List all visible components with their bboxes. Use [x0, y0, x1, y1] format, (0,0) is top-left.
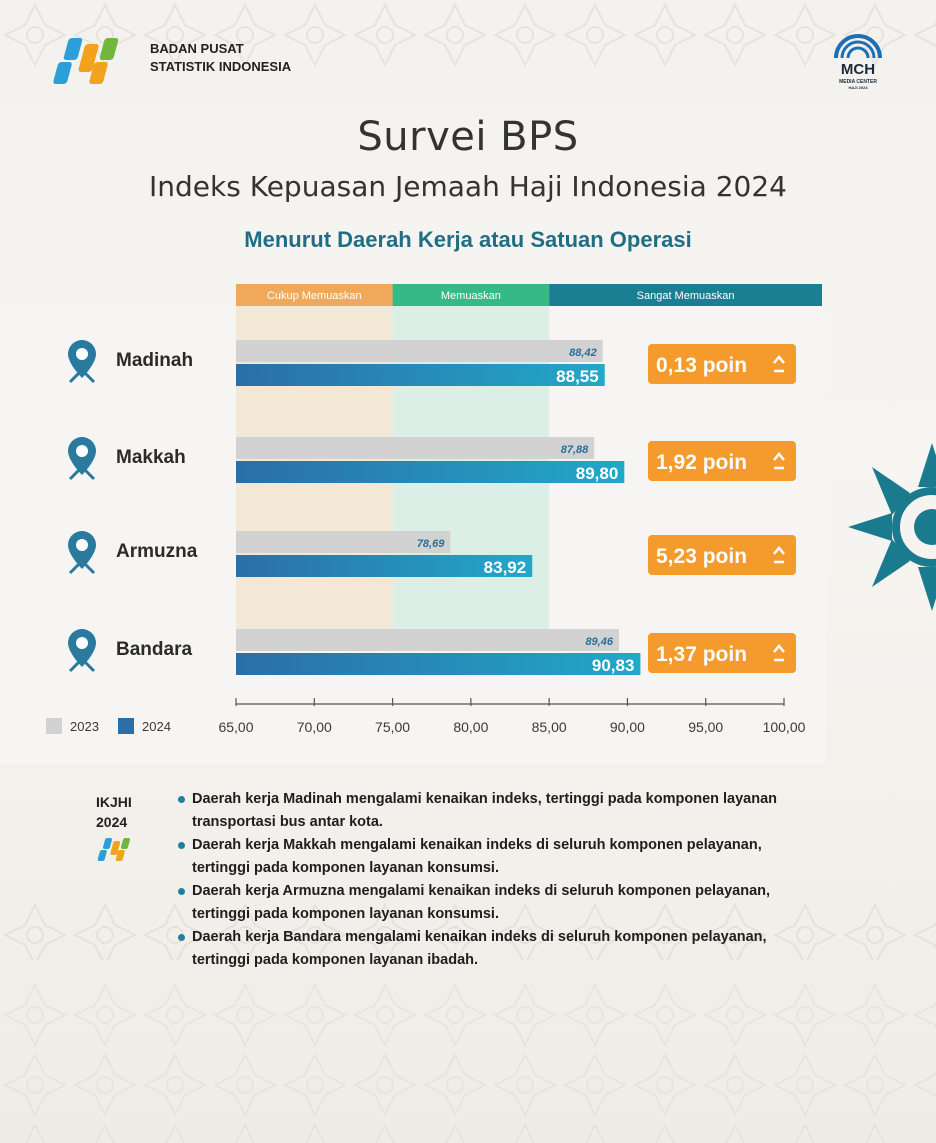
ornament-pattern-bottom	[0, 980, 936, 1143]
bar-2024-madinah	[236, 364, 605, 386]
bps-mini-logo-icon	[96, 836, 140, 864]
legend-swatch-2024	[118, 718, 134, 734]
page-subtitle-secondary: Menurut Daerah Kerja atau Satuan Operasi	[244, 227, 692, 252]
label-2023-bandara: 89,46	[585, 636, 613, 648]
change-value-bandara: 1,37 poin	[656, 643, 748, 666]
category-label-madinah: Madinah	[116, 350, 194, 371]
x-tick-label-4: 85,00	[531, 719, 567, 735]
summary-note-madinah: Daerah kerja Madinah mengalami kenaikan indeks, tertinggi pada komponen layanan transportasi bus antar kota.	[176, 788, 816, 834]
mch-logo-icon	[826, 28, 890, 94]
bar-2024-bandara	[236, 653, 640, 675]
x-tick-label-7: 100,00	[762, 719, 806, 735]
bar-2023-bandara	[236, 629, 619, 651]
label-2024-madinah: 88,55	[556, 367, 599, 386]
location-pin-icon	[68, 437, 96, 479]
page-subtitle: Indeks Kepuasan Jemaah Haji Indonesia 2024	[149, 170, 787, 203]
label-2023-makkah: 87,88	[560, 444, 589, 456]
zone-label-1: Memuaskan	[440, 290, 501, 302]
mch-logo-sub1: MEDIA CENTER	[839, 79, 877, 85]
mch-logo-text: MCH	[840, 61, 876, 78]
label-2024-armuzna: 83,92	[483, 558, 527, 577]
category-label-armuzna: Armuzna	[116, 541, 198, 562]
index-bar-chart	[0, 280, 936, 760]
org-name-line2: STATISTIK INDONESIA	[150, 59, 292, 74]
page-title: Survei BPS	[357, 114, 579, 160]
legend-label-2024: 2024	[142, 719, 171, 734]
bar-2023-madinah	[236, 340, 603, 362]
label-2023-madinah: 88,42	[569, 347, 597, 359]
change-value-makkah: 1,92 poin	[656, 451, 748, 474]
legend-label-2023: 2023	[70, 719, 99, 734]
summary-note-bandara: Daerah kerja Bandara mengalami kenaikan indeks di seluruh komponen pelayanan, tertinggi pada komponen layanan ibadah.	[176, 926, 816, 972]
label-2024-makkah: 89,80	[575, 464, 619, 483]
zone-label-2: Sangat Memuaskan	[636, 290, 735, 302]
x-tick-label-1: 70,00	[296, 719, 332, 735]
location-pin-icon	[68, 531, 96, 573]
bar-2024-makkah	[236, 461, 624, 483]
summary-label-line1: IKJHI	[96, 794, 132, 810]
ornament-star-icon	[842, 438, 936, 616]
summary-label-line2: 2024	[96, 814, 128, 830]
label-2023-armuzna: 78,69	[416, 538, 445, 550]
category-label-makkah: Makkah	[116, 447, 186, 468]
bar-2023-makkah	[236, 437, 594, 459]
location-pin-icon	[68, 629, 96, 671]
x-tick-label-3: 80,00	[453, 719, 489, 735]
summary-note-makkah: Daerah kerja Makkah mengalami kenaikan indeks di seluruh komponen pelayanan, tertinggi pada komponen layanan konsumsi.	[176, 834, 816, 880]
x-tick-label-5: 90,00	[609, 719, 645, 735]
change-value-madinah: 0,13 poin	[656, 354, 748, 377]
summary-section	[0, 780, 936, 980]
label-2024-bandara: 90,83	[591, 656, 635, 675]
org-name-line1: BADAN PUSAT	[150, 41, 244, 56]
x-tick-label-6: 95,00	[688, 719, 724, 735]
x-tick-label-0: 65,00	[218, 719, 254, 735]
category-label-bandara: Bandara	[116, 639, 193, 660]
location-pin-icon	[68, 340, 96, 382]
change-value-armuzna: 5,23 poin	[656, 545, 748, 568]
bps-logo-icon	[52, 34, 134, 90]
summary-note-armuzna: Daerah kerja Armuzna mengalami kenaikan indeks di seluruh komponen pelayanan, tertinggi pada komponen layanan konsumsi.	[176, 880, 816, 926]
mch-logo-sub2: HAJI 2024	[848, 85, 868, 90]
summary-notes-list	[176, 788, 816, 972]
summary-label	[96, 792, 132, 832]
ornament-pattern-top	[0, 0, 936, 70]
zone-label-0: Cukup Memuaskan	[266, 290, 362, 302]
org-name	[150, 40, 291, 76]
legend-swatch-2023	[46, 718, 62, 734]
x-tick-label-2: 75,00	[375, 719, 411, 735]
